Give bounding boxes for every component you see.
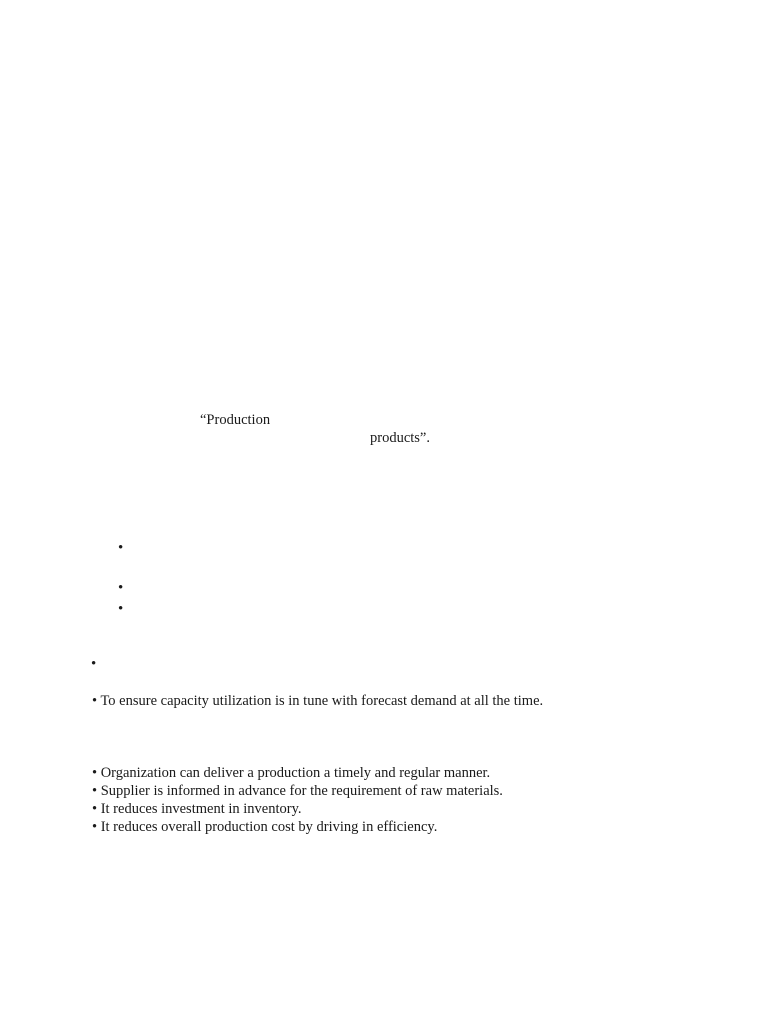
objective-item: • To ensure capacity utilization is in tune with forecast demand at all the time. [92, 693, 544, 709]
benefit-item: • Organization can deliver a production a timely and regular manner. [92, 765, 491, 781]
definition-line-2: products”. [370, 430, 430, 446]
benefit-item: • Supplier is informed in advance for the requirement of raw materials. [92, 783, 503, 799]
benefit-item: • It reduces overall production cost by driving in efficiency. [92, 819, 438, 835]
bullet-marker: • [118, 540, 124, 556]
definition-line-1: “Production [200, 412, 271, 428]
benefit-item: • It reduces investment in inventory. [92, 801, 302, 817]
bullet-marker: • [91, 656, 97, 672]
bullet-marker: • [118, 601, 124, 617]
bullet-marker: • [118, 580, 124, 596]
